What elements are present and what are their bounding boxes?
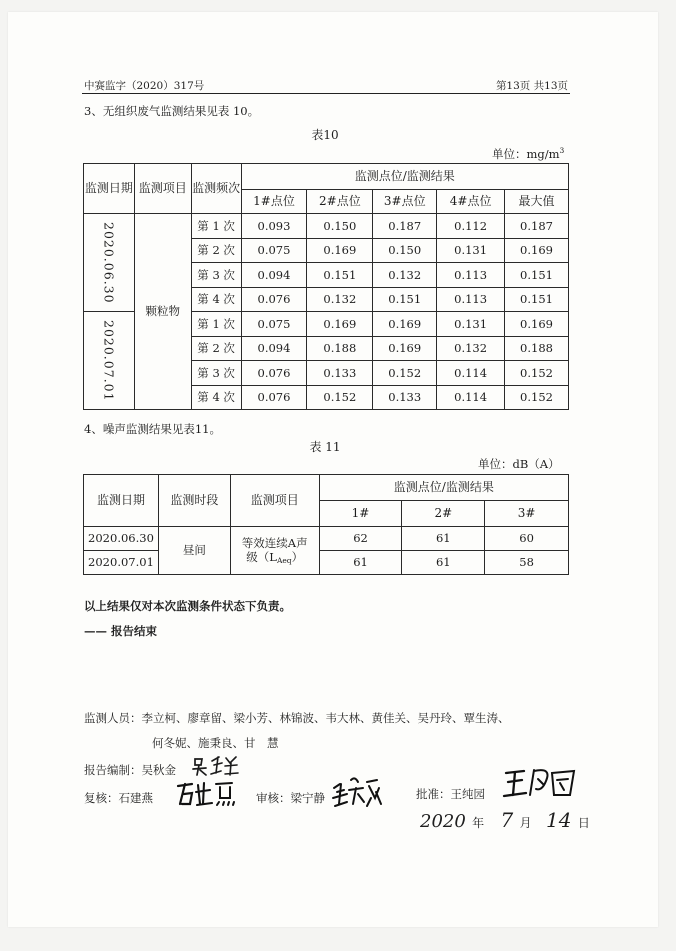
table-row: 第 4 次 0.076 0.152 0.133 0.114 0.152	[84, 385, 569, 410]
header-item: 监测项目	[230, 475, 319, 527]
header-points-group: 监测点位/监测结果	[241, 164, 568, 190]
header-point: 1#点位	[241, 190, 307, 214]
staff-list-line-1: 监测人员：李立柯、廖章留、梁小芳、林锦波、韦大林、黄佳关、吴丹玲、覃生涛、	[84, 711, 510, 725]
prepared-by: 报告编制：吴秋金	[84, 763, 176, 777]
date-cell: 2020.07.01	[84, 551, 159, 575]
date-cell: 2020.06.30	[84, 527, 159, 551]
header-item: 监测项目	[134, 164, 191, 214]
disclaimer: 以上结果仅对本次监测条件状态下负责。	[84, 599, 291, 613]
header-date: 监测日期	[84, 164, 135, 214]
header-point: 3#	[485, 501, 569, 527]
header-point: 3#点位	[373, 190, 437, 214]
header-point: 1#	[319, 501, 402, 527]
header-period: 监测时段	[158, 475, 230, 527]
header-frequency: 监测频次	[191, 164, 241, 214]
date-cell: 2020.07.01	[84, 312, 135, 410]
section-3-heading: 3、无组织废气监测结果见表 10。	[84, 104, 260, 118]
section-4-heading: 4、噪声监测结果见表11。	[84, 422, 221, 436]
audited-by: 审核：梁宁静	[256, 791, 325, 805]
signature-prepared-image	[192, 753, 240, 777]
page-number: 第13页 共13页	[495, 80, 568, 92]
table-row: 2020.06.30 颗粒物 第 1 次 0.093 0.150 0.187 0.112 0.187	[84, 214, 569, 239]
table-10-unit: 单位：$mg/m^3$	[492, 146, 565, 161]
page-header	[82, 77, 570, 94]
table-10	[83, 163, 569, 410]
reviewed-by: 复核：石建燕	[84, 791, 153, 805]
approved-by: 批准：王纯园	[416, 787, 485, 801]
table-11-caption: 表 11	[309, 440, 341, 454]
table-11-unit: 单位：dB（A）	[478, 457, 560, 471]
date-cell: 2020.06.30	[84, 214, 135, 312]
table-row: 2020.07.01 61 61 58	[84, 551, 569, 575]
report-end-mark: —— 报告结束	[84, 624, 158, 638]
table-10-caption: 表10	[311, 128, 339, 142]
table-row: 第 4 次 0.076 0.132 0.151 0.113 0.151	[84, 287, 569, 312]
table-row: 第 2 次 0.094 0.188 0.169 0.132 0.188	[84, 336, 569, 361]
period-cell: 昼间	[158, 527, 230, 575]
signature-approved-image	[502, 765, 578, 801]
header-point-max: 最大值	[505, 190, 569, 214]
report-date: 2020 年 7 月 14 日	[420, 808, 590, 832]
staff-list-line-2: 何冬妮、施秉良、甘 慧	[152, 736, 279, 750]
table-row: 2020.06.30 昼间 等效连续A声 级$(L_{Aeq})$ 62 61 60	[84, 527, 569, 551]
header-point: 4#点位	[437, 190, 505, 214]
table-row: 第 3 次 0.076 0.133 0.152 0.114 0.152	[84, 361, 569, 386]
table-row: 第 3 次 0.094 0.151 0.132 0.113 0.151	[84, 263, 569, 288]
item-cell: 颗粒物	[134, 214, 191, 410]
signature-reviewed-image	[176, 778, 238, 808]
table-row: 2020.07.01 第 1 次 0.075 0.169 0.169 0.131 0.169	[84, 312, 569, 337]
item-cell: 等效连续A声 级$(L_{Aeq})$	[230, 527, 319, 575]
signature-audited-image	[331, 774, 383, 808]
header-point: 2#	[402, 501, 485, 527]
document-number: 中赛监字（2020）317号	[84, 80, 205, 92]
header-points-group: 监测点位/监测结果	[319, 475, 568, 501]
header-date: 监测日期	[84, 475, 159, 527]
table-row: 第 2 次 0.075 0.169 0.150 0.131 0.169	[84, 238, 569, 263]
table-11	[83, 474, 569, 575]
header-point: 2#点位	[307, 190, 373, 214]
